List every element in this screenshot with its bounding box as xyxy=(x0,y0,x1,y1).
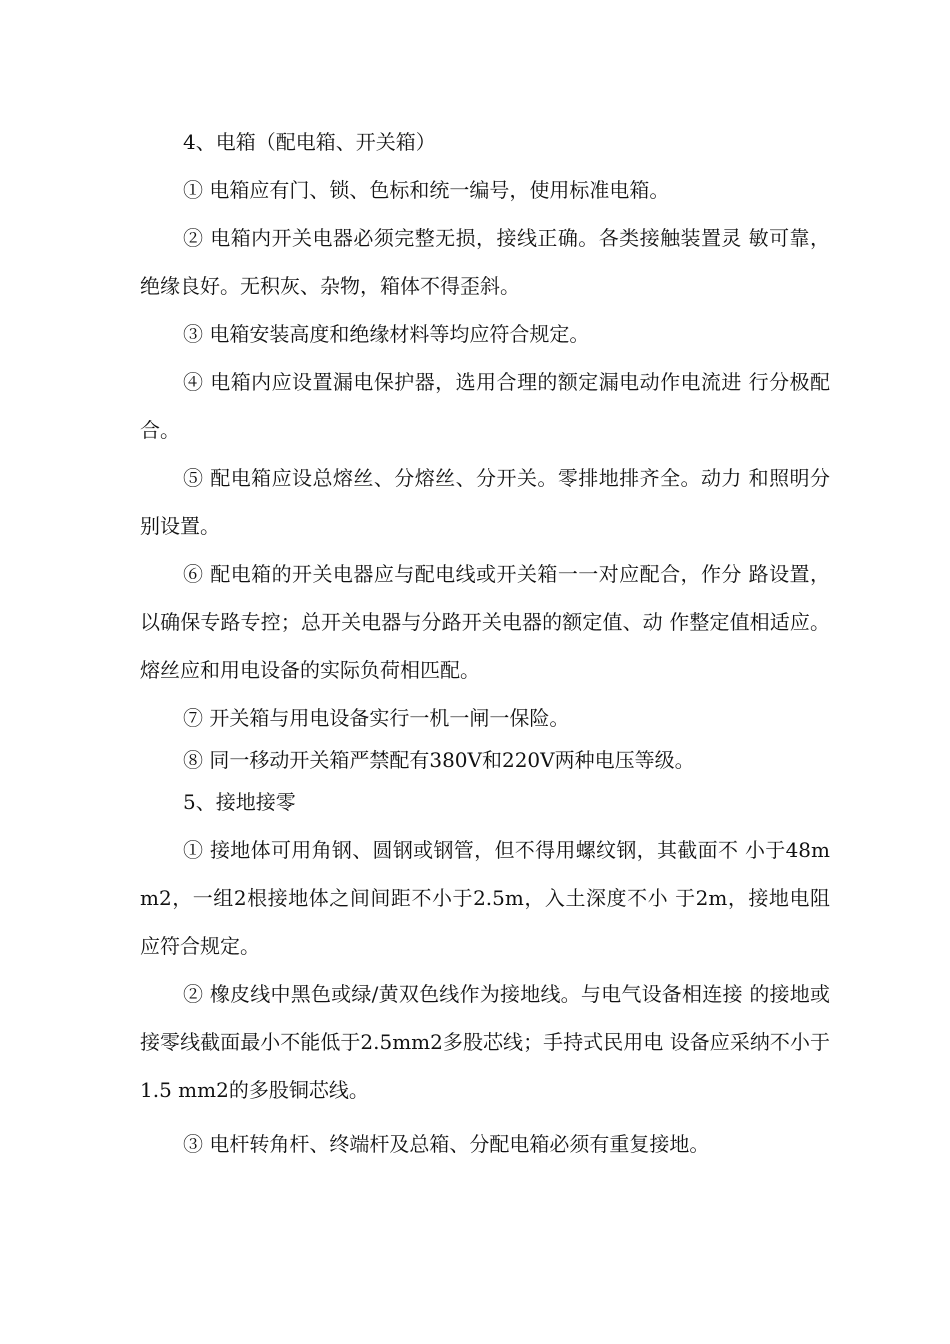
paragraph-item-8: ⑧ 同一移动开关箱严禁配有380V和220V两种电压等级。 xyxy=(183,748,695,772)
paragraph-grounding-1: ① 接地体可用角钢、圆钢或钢管，但不得用螺纹钢，其截面不 小于48mm2，一组2根接地体之间间距不小于2.5m，入土深度不小 于2m，接地电阻应符合规定。 xyxy=(140,838,830,958)
section-heading-grounding: 5、接地接零 xyxy=(183,790,296,814)
paragraph-item-3: ③ 电箱安装高度和绝缘材料等均应符合规定。 xyxy=(183,322,590,346)
paragraph-grounding-2: ② 橡皮线中黑色或绿/黄双色线作为接地线。与电气设备相连接 的接地或接零线截面最小不能低于2.5mm2多股芯线；手持式民用电 设备应采纳不小于1.5 mm2的多股铜芯线。 xyxy=(140,982,830,1102)
paragraph-item-5: ⑤ 配电箱应设总熔丝、分熔丝、分开关。零排地排齐全。动力 和照明分别设置。 xyxy=(140,466,830,538)
section-heading-electric-box: 4、电箱（配电箱、开关箱） xyxy=(183,130,436,154)
paragraph-item-2: ② 电箱内开关电器必须完整无损，接线正确。各类接触装置灵 敏可靠，绝缘良好。无积灰、杂物，箱体不得歪斜。 xyxy=(140,226,830,298)
paragraph-item-1: ① 电箱应有门、锁、色标和统一编号，使用标准电箱。 xyxy=(183,178,670,202)
paragraph-grounding-3: ③ 电杆转角杆、终端杆及总箱、分配电箱必须有重复接地。 xyxy=(183,1132,710,1156)
paragraph-item-4: ④ 电箱内应设置漏电保护器，选用合理的额定漏电动作电流进 行分极配合。 xyxy=(140,370,830,442)
paragraph-item-6: ⑥ 配电箱的开关电器应与配电线或开关箱一一对应配合，作分 路设置，以确保专路专控；总开关电器与分路开关电器的额定值、动 作整定值相适应。熔丝应和用电设备的实际负荷相匹配。 xyxy=(140,562,830,682)
paragraph-item-7: ⑦ 开关箱与用电设备实行一机一闸一保险。 xyxy=(183,706,570,730)
document-body xyxy=(140,118,830,1168)
